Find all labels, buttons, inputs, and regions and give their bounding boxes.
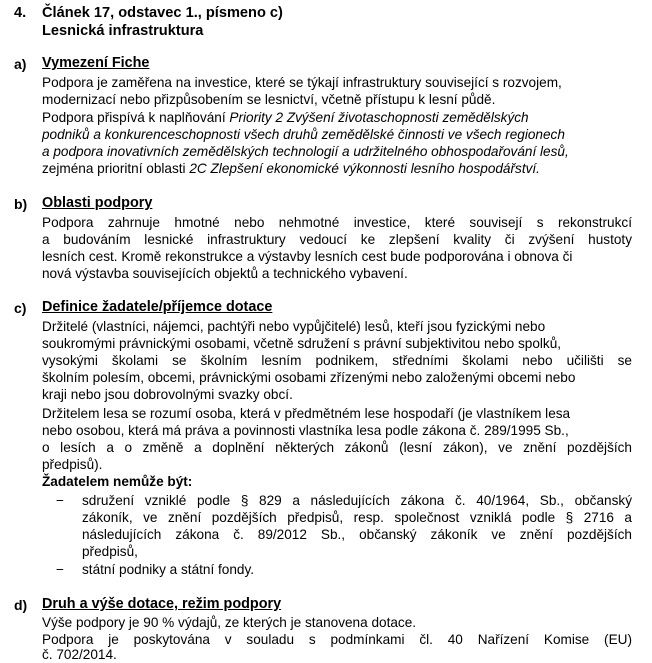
section-c-line: soukromými právnickými osobami, včetně sdružení s právní subjektivitou nebo spolků, [42, 336, 562, 351]
section-d-title: Druh a výše dotace, režim podpory [42, 596, 282, 612]
priority-text: Priority 2 Zvýšení životaschopnosti zemědělských [229, 110, 529, 125]
list-dash: − [56, 562, 64, 577]
list-item: sdružení vzniklé podle § 829 a následujících zákona č. 40/1964, Sb., občanský [82, 493, 632, 508]
section-c-line: o lesích a o změně a doplnění některých zákonů (lesní zákon), ve znění pozdějších [42, 440, 632, 455]
section-d-line: Podpora je poskytována v souladu s podmínkami čl. 40 Nařízení Komise (EU) [42, 632, 632, 647]
section-c-line: Držitelem lesa se rozumí osoba, která v předmětném lese hospodaří (je vlastníkem lesa [42, 406, 571, 421]
section-c-line: školním polesím, obcemi, právnickými osobami zřízenými nebo založenými obcemi nebo [42, 370, 576, 385]
section-c-line: nebo osobou, která má práva a povinnosti vlastníka lesa podle zákona č. 289/1995 Sb., [42, 423, 569, 438]
section-d-line: č. 702/2014. [42, 647, 117, 662]
section-a-title: Vymezení Fiche [42, 55, 150, 71]
list-item-line: zákoník, ve znění pozdějších předpisů, resp. společnost vzniklá podle § 2716 a [82, 510, 632, 525]
section-b-line: lesních cest. Kromě rekonstrukce a výstavby lesních cest bude podporována i obnova či [42, 249, 573, 264]
list-item: státní podniky a státní fondy. [82, 562, 255, 577]
section-c-line: Držitelé (vlastníci, nájemci, pachtýři nebo vypůjčitelé) lesů, kteří jsou fyzickými nebo [42, 319, 546, 334]
section-d-line: Výše podpory je 90 % výdajů, ze kterých je stanovena dotace. [42, 615, 417, 630]
heading-title: Lesnická infrastruktura [42, 23, 204, 39]
list-dash: − [56, 493, 64, 508]
list-item-line: předpisů, [82, 544, 138, 559]
section-b-title: Oblasti podpory [42, 195, 153, 211]
section-a-line [42, 109, 632, 126]
section-a-line: podniků a konkurenceschopnosti všech druhů zemědělské činnosti ve všech regionech [42, 127, 565, 142]
section-a-line: Podpora je zaměřena na investice, které se týkají infrastruktury související s rozvojem, [42, 75, 562, 90]
heading-number: 4. [14, 5, 27, 21]
section-a-line [42, 160, 632, 177]
section-b-line: a budováním lesnické infrastruktury vedoucí ke zlepšení kvality či zvýšení hustoty [42, 232, 632, 247]
section-a-text: Podpora přispívá k naplňování [42, 110, 230, 125]
heading-article: Článek 17, odstavec 1., písmeno c) [42, 5, 283, 21]
section-c-title: Definice žadatele/příjemce dotace [42, 299, 273, 315]
not-eligible-label: Žadatelem nemůže být: [42, 474, 193, 489]
section-b-line: Podpora zahrnuje hmotné nebo nehmotné investice, které souvisejí s rekonstrukcí [42, 215, 632, 230]
list-item-line: následujících zákona č. 89/2012 Sb., občanský zákoník ve znění pozdějších [82, 527, 632, 542]
section-d-letter: d) [14, 597, 28, 613]
section-c-letter: c) [14, 300, 27, 316]
section-b-line: nová výstavba souvisejících objektů a technického vybavení. [42, 266, 408, 281]
section-c-line: předpisů). [42, 457, 103, 472]
section-b-letter: b) [14, 196, 28, 212]
section-c-line: kraji nebo jsou dobrovolnými svazky obcí. [42, 387, 293, 402]
section-a-line: modernizací nebo přizpůsobením se lesnictví, včetně přístupu k lesní půdě. [42, 92, 496, 107]
section-a-line: a podpora inovativních zemědělských technologií a udržitelného obhospodařování lesů, [42, 144, 569, 159]
section-c-line: vysokými školami se školním lesním podnikem, středními školami nebo učilišti se [42, 353, 632, 368]
section-a-letter: a) [14, 56, 27, 72]
document-heading [14, 4, 283, 40]
section-a-text: zejména prioritní oblasti [42, 161, 190, 176]
priority-area-text: 2C Zlepšení ekonomické výkonnosti lesního hospodářství. [189, 161, 540, 176]
